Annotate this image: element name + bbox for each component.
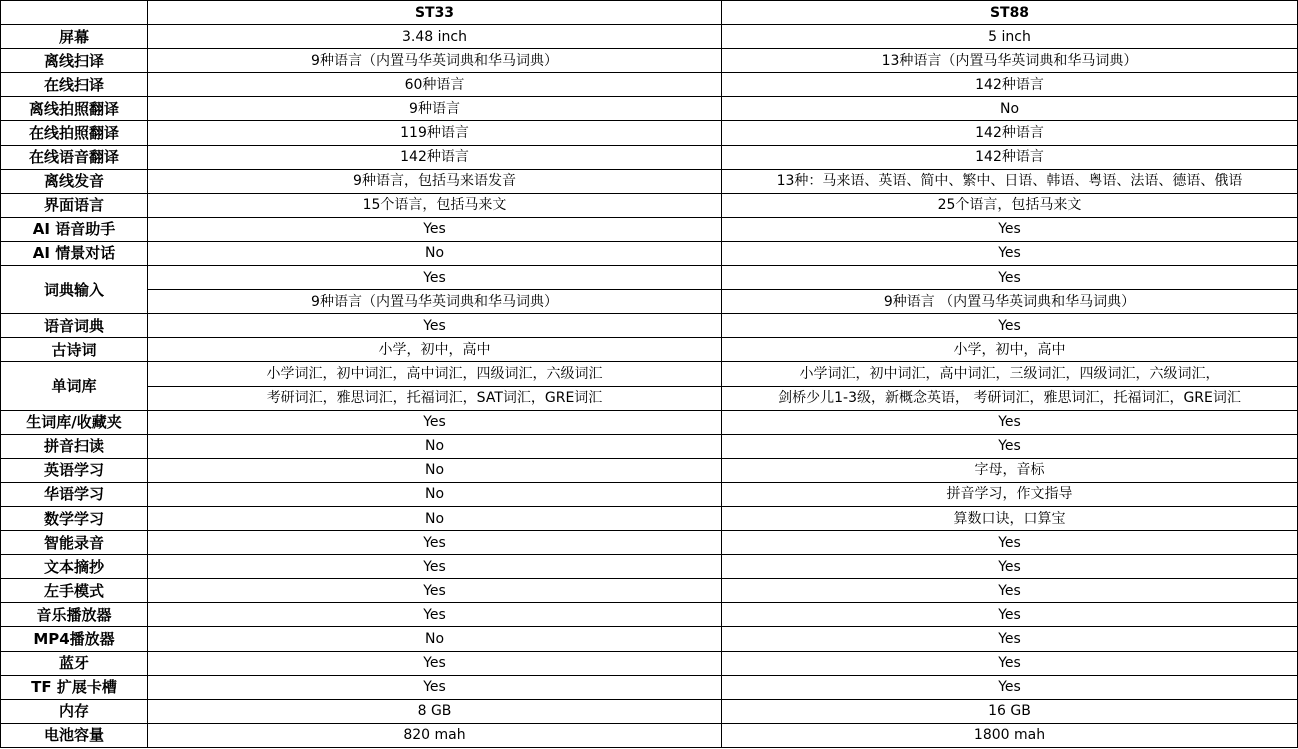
st88-value: No — [722, 97, 1298, 121]
st88-value: 5 inch — [722, 25, 1298, 49]
st88-value: 142种语言 — [722, 145, 1298, 169]
table-row — [1, 121, 1298, 145]
table-row — [1, 555, 1298, 579]
st88-value: Yes — [722, 603, 1298, 627]
st33-value: 9种语言，包括马来语发音 — [148, 169, 722, 193]
st33-value: 9种语言 — [148, 97, 722, 121]
st88-value: Yes — [722, 410, 1298, 434]
st33-value: 小学词汇，初中词汇，高中词汇，四级词汇，六级词汇 — [148, 362, 722, 386]
st88-value: 142种语言 — [722, 73, 1298, 97]
st33-value: Yes — [148, 675, 722, 699]
table-row — [1, 386, 1298, 410]
feature-label: 拼音扫读 — [1, 434, 148, 458]
table-row — [1, 675, 1298, 699]
feature-label: AI 情景对话 — [1, 241, 148, 265]
st33-value: 考研词汇，雅思词汇，托福词汇，SAT词汇，GRE词汇 — [148, 386, 722, 410]
feature-label: 古诗词 — [1, 338, 148, 362]
feature-label: 左手模式 — [1, 579, 148, 603]
st33-value: Yes — [148, 651, 722, 675]
table-row — [1, 362, 1298, 386]
st88-value: 字母，音标 — [722, 458, 1298, 482]
feature-label: 电池容量 — [1, 723, 148, 747]
st88-value: 剑桥少儿1-3级，新概念英语， 考研词汇，雅思词汇，托福词汇，GRE词汇 — [722, 386, 1298, 410]
st88-value: Yes — [722, 314, 1298, 338]
feature-label: 生词库/收藏夹 — [1, 410, 148, 434]
table-row — [1, 410, 1298, 434]
st33-value: 60种语言 — [148, 73, 722, 97]
st33-value: Yes — [148, 410, 722, 434]
header-corner-cell — [1, 1, 148, 25]
feature-label: 词典输入 — [1, 266, 148, 314]
st33-value: 小学，初中，高中 — [148, 338, 722, 362]
st88-value: Yes — [722, 627, 1298, 651]
st33-value: No — [148, 458, 722, 482]
st33-value: Yes — [148, 266, 722, 290]
comparison-table-body — [1, 1, 1298, 748]
table-row — [1, 49, 1298, 73]
table-row — [1, 482, 1298, 506]
st33-value: 3.48 inch — [148, 25, 722, 49]
st33-value: 9种语言（内置马华英词典和华马词典） — [148, 290, 722, 314]
st88-value: 25个语言，包括马来文 — [722, 193, 1298, 217]
st33-value: No — [148, 241, 722, 265]
st88-value: 13种语言（内置马华英词典和华马词典） — [722, 49, 1298, 73]
table-row — [1, 266, 1298, 290]
st33-value: 142种语言 — [148, 145, 722, 169]
table-row — [1, 145, 1298, 169]
feature-label: 在线扫译 — [1, 73, 148, 97]
feature-label: 英语学习 — [1, 458, 148, 482]
table-row — [1, 73, 1298, 97]
feature-label: 蓝牙 — [1, 651, 148, 675]
st88-value: 9种语言 （内置马华英词典和华马词典） — [722, 290, 1298, 314]
st88-value: 142种语言 — [722, 121, 1298, 145]
st33-value: No — [148, 627, 722, 651]
st88-value: 16 GB — [722, 699, 1298, 723]
st88-value: 小学词汇，初中词汇，高中词汇，三级词汇，四级词汇，六级词汇， — [722, 362, 1298, 386]
feature-label: 离线拍照翻译 — [1, 97, 148, 121]
st33-value: 9种语言（内置马华英词典和华马词典） — [148, 49, 722, 73]
feature-label: MP4播放器 — [1, 627, 148, 651]
st33-value: 15个语言，包括马来文 — [148, 193, 722, 217]
feature-label: AI 语音助手 — [1, 217, 148, 241]
st88-value: Yes — [722, 555, 1298, 579]
table-row — [1, 699, 1298, 723]
table-row — [1, 723, 1298, 747]
st33-value: 820 mah — [148, 723, 722, 747]
st33-value: No — [148, 482, 722, 506]
st88-value: 13种：马来语、英语、简中、繁中、日语、韩语、粤语、法语、德语、俄语 — [722, 169, 1298, 193]
feature-label: 数学学习 — [1, 506, 148, 530]
feature-label: 文本摘抄 — [1, 555, 148, 579]
table-row — [1, 458, 1298, 482]
st33-value: Yes — [148, 314, 722, 338]
feature-label: TF 扩展卡槽 — [1, 675, 148, 699]
st88-value: Yes — [722, 241, 1298, 265]
feature-label: 在线拍照翻译 — [1, 121, 148, 145]
table-row — [1, 169, 1298, 193]
st33-value: 119种语言 — [148, 121, 722, 145]
table-row — [1, 651, 1298, 675]
st33-value: Yes — [148, 217, 722, 241]
table-row — [1, 193, 1298, 217]
st33-value: Yes — [148, 531, 722, 555]
st33-value: No — [148, 434, 722, 458]
feature-label: 智能录音 — [1, 531, 148, 555]
table-row — [1, 579, 1298, 603]
st88-value: Yes — [722, 675, 1298, 699]
table-row — [1, 97, 1298, 121]
table-row — [1, 290, 1298, 314]
table-row — [1, 25, 1298, 49]
header-st88: ST88 — [722, 1, 1298, 25]
st33-value: 8 GB — [148, 699, 722, 723]
st88-value: Yes — [722, 266, 1298, 290]
feature-label: 离线扫译 — [1, 49, 148, 73]
table-row — [1, 338, 1298, 362]
feature-label: 华语学习 — [1, 482, 148, 506]
table-row — [1, 314, 1298, 338]
table-row — [1, 627, 1298, 651]
table-row — [1, 603, 1298, 627]
st88-value: 1800 mah — [722, 723, 1298, 747]
st88-value: Yes — [722, 434, 1298, 458]
table-row — [1, 434, 1298, 458]
header-row — [1, 1, 1298, 25]
st33-value: Yes — [148, 579, 722, 603]
st88-value: 算数口诀，口算宝 — [722, 506, 1298, 530]
st88-value: 拼音学习，作文指导 — [722, 482, 1298, 506]
feature-label: 界面语言 — [1, 193, 148, 217]
feature-label: 内存 — [1, 699, 148, 723]
st88-value: Yes — [722, 651, 1298, 675]
feature-label: 语音词典 — [1, 314, 148, 338]
feature-label: 屏幕 — [1, 25, 148, 49]
st33-value: Yes — [148, 603, 722, 627]
feature-label: 离线发音 — [1, 169, 148, 193]
table-row — [1, 531, 1298, 555]
st88-value: Yes — [722, 531, 1298, 555]
st88-value: 小学，初中，高中 — [722, 338, 1298, 362]
st88-value: Yes — [722, 217, 1298, 241]
feature-label: 在线语音翻译 — [1, 145, 148, 169]
feature-label: 单词库 — [1, 362, 148, 410]
st88-value: Yes — [722, 579, 1298, 603]
table-row — [1, 506, 1298, 530]
feature-label: 音乐播放器 — [1, 603, 148, 627]
st33-value: Yes — [148, 555, 722, 579]
table-row — [1, 241, 1298, 265]
table-row — [1, 217, 1298, 241]
header-st33: ST33 — [148, 1, 722, 25]
st33-value: No — [148, 506, 722, 530]
